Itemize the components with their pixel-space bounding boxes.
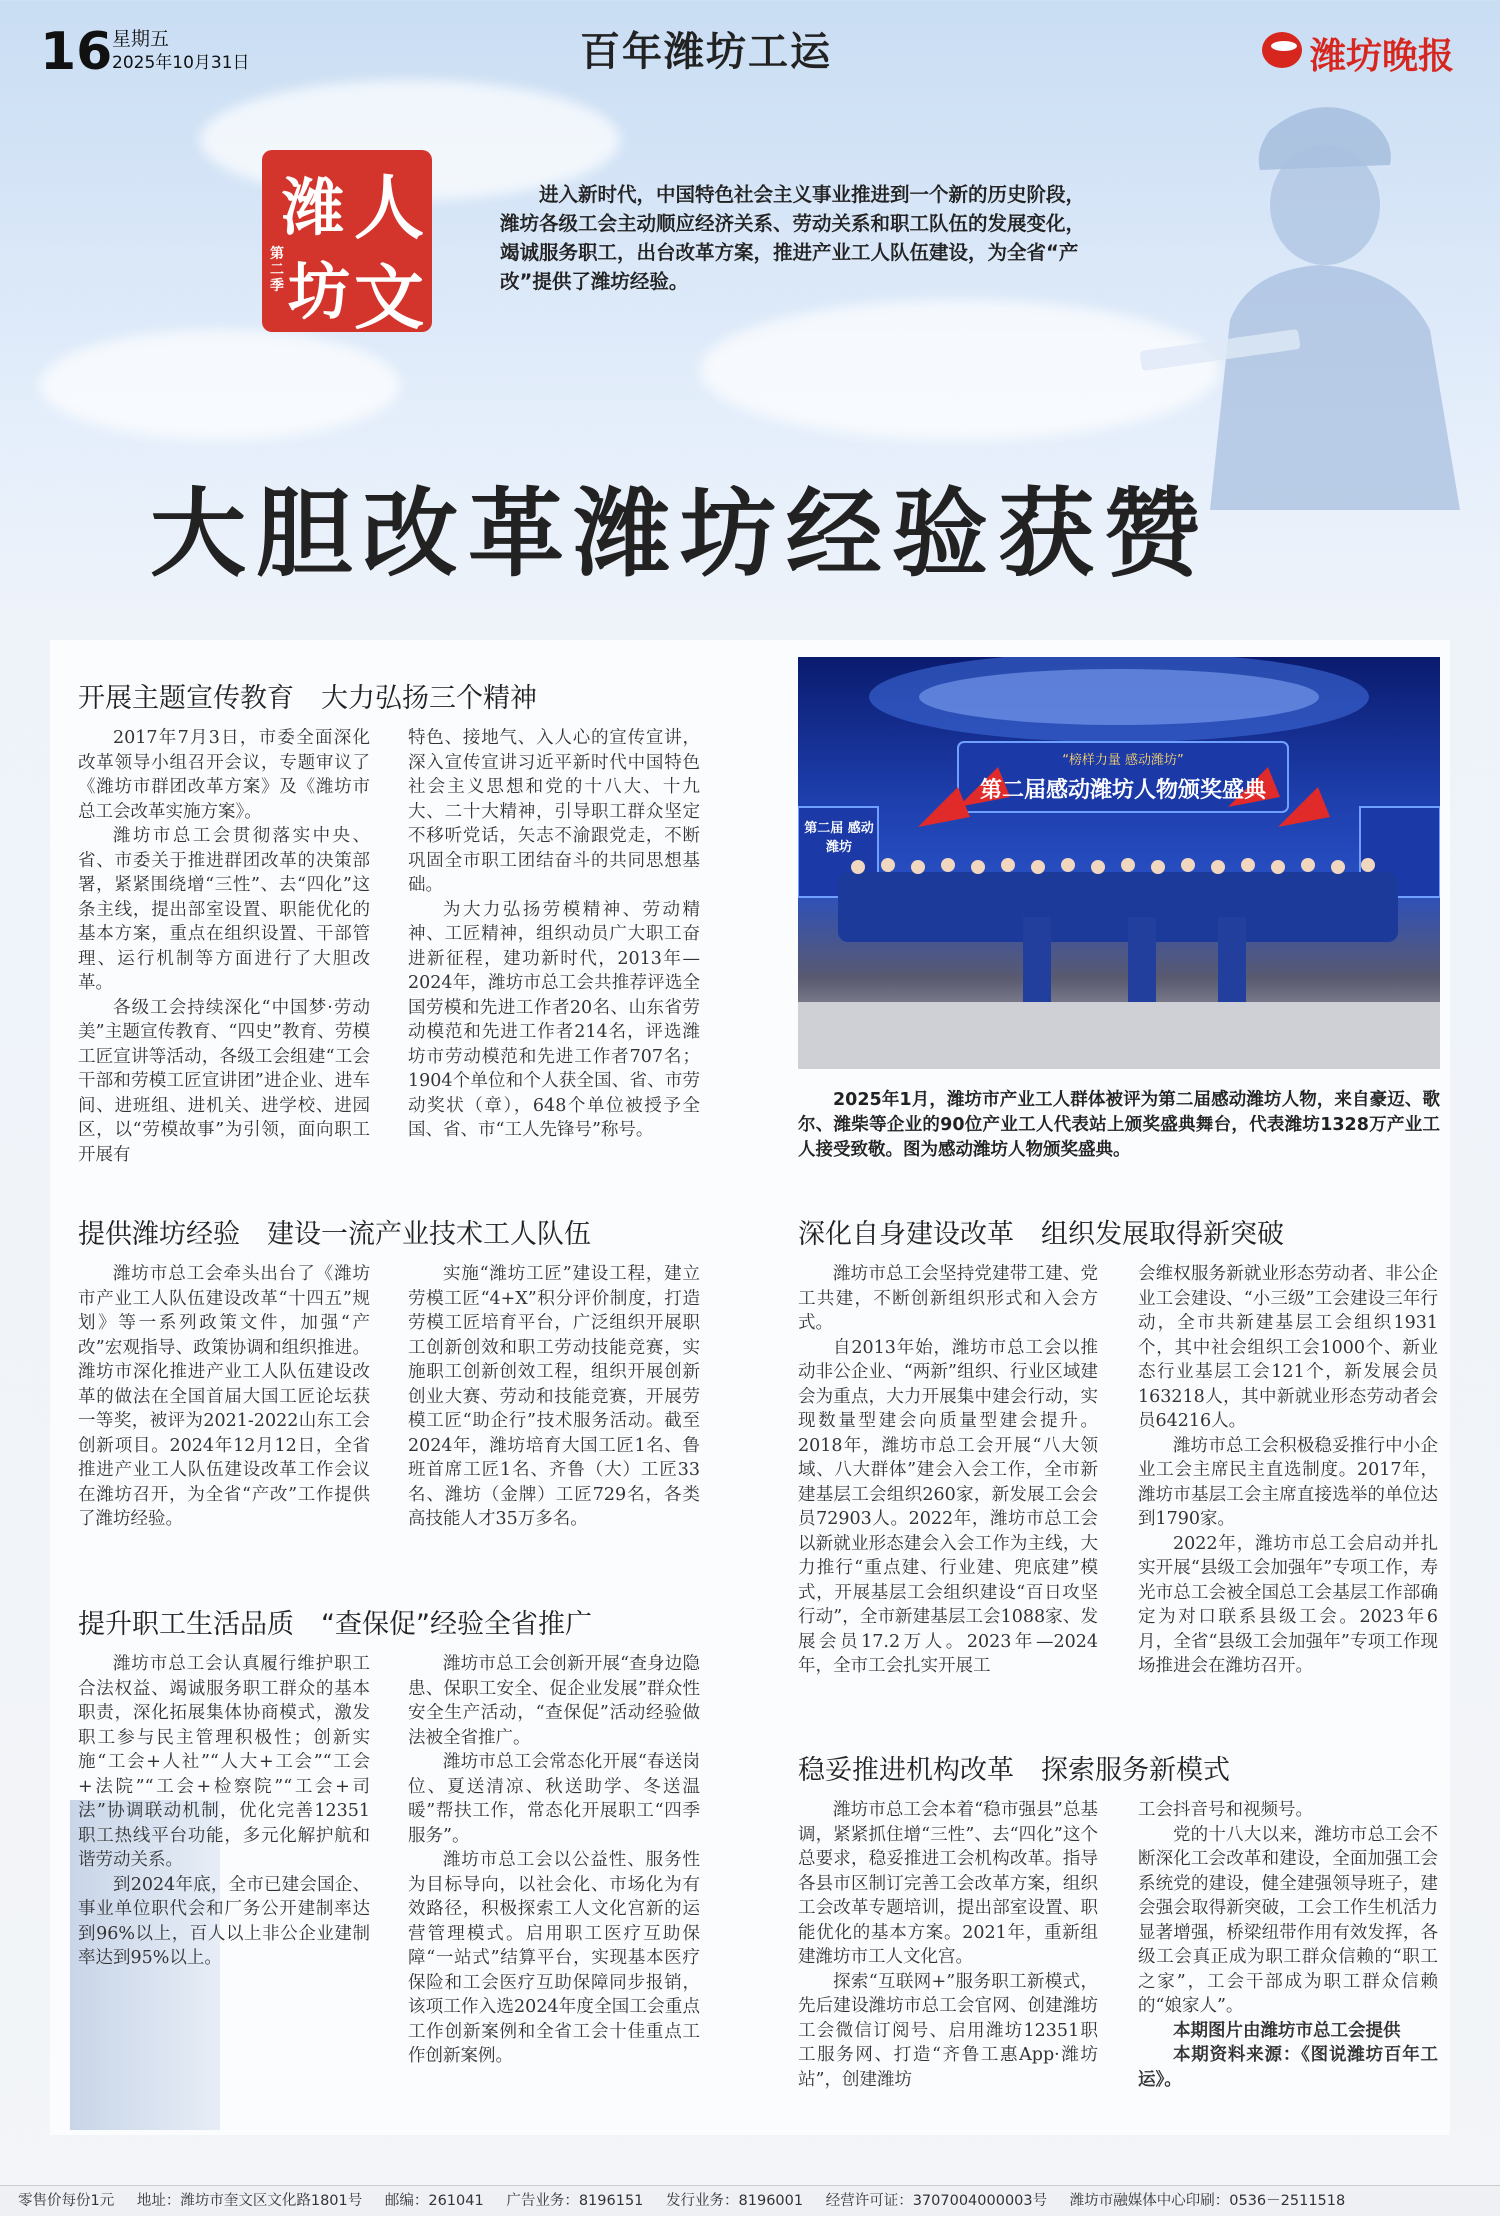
cloud-decoration	[40, 330, 400, 440]
article-column	[798, 1262, 1098, 1679]
photo-backdrop-text: 第二届感动潍坊人物颁奖盛典	[979, 778, 1266, 803]
article-column	[1138, 1262, 1438, 1679]
article-column	[78, 1262, 370, 1532]
logo-icon	[1262, 32, 1302, 68]
footer-bar	[0, 2185, 1500, 2216]
paragraph: 潍坊市总工会常态化开展“春送岗位、夏送清凉、秋送助学、冬送温暖”帮扶工作，常态化开展职工“四季服务”。	[408, 1752, 700, 1846]
seal-season: 第二季	[270, 246, 284, 294]
headline: 大胆改革潍坊经验获赞	[150, 478, 1210, 590]
footer-ads: 广告业务：8196151	[506, 2193, 644, 2209]
paragraph: 探索“互联网+”服务职工新模式，先后建设潍坊市总工会官网、创建潍坊工会微信订阅号、启用潍坊12351职工服务网、打造“齐鲁工惠App·潍坊站”，创建潍坊	[798, 1971, 1098, 2090]
footer-price: 零售价每份1元	[18, 2193, 115, 2209]
paragraph: 自2013年始，潍坊市总工会以推动非公企业、“两新”组织、行业区域建会为重点，大力开展集中建会行动，实现数量型建会向质量型建会提升。2018年，潍坊市总工会开展“八大领域、八大群体”建会入会工作，全市新建基层工会组织260家，新发展工会会员72903人。2022年，潍坊市总工会以新就业形态建会入会工作为主线，大力推行“重点建、行业建、兜底建”模式，开展基层工会组织建设“百日攻坚行动”，全市新建基层工会1088家、发展会员17.2万人。2023年—2024年，全市工会扎实开展工	[798, 1337, 1098, 1676]
ceremony-photo	[798, 657, 1440, 1069]
section-title: 百年潍坊工运	[580, 29, 832, 75]
paragraph: 2022年，潍坊市总工会启动并扎实开展“县级工会加强年”专项工作，寿光市总工会被全国总工会基层工作部确定为对口联系县级工会。2023年6月，全省“县级工会加强年”专项工作现场推进会在潍坊召开。	[1138, 1533, 1438, 1676]
paragraph: 特色、接地气、入人心的宣传宣讲，深入宣传宣讲习近平新时代中国特色社会主义思想和党的十八大、十九大、二十大精神，引导职工群众坚定不移听党话，矢志不渝跟党走，不断巩固全市职工团结奋斗的共同思想基础。	[408, 728, 700, 895]
photo-caption: 2025年1月，潍坊市产业工人群体被评为第二届感动潍坊人物，来自豪迈、歌尔、潍柴等企业的90位产业工人代表站上颁奖盛典舞台，代表潍坊1328万产业工人接受致敬。图为感动潍坊人物颁奖盛典。	[798, 1090, 1440, 1160]
seal-char: 人	[354, 166, 424, 249]
article-column	[408, 1652, 700, 2069]
paragraph: 各级工会持续深化“中国梦·劳动美”主题宣传教育、“四史”教育、劳模工匠宣讲等活动，各级工会组建“工会干部和劳模工匠宣讲团”进企业、进车间、进班组、进机关、进学校、进园区，以“劳模故事”为引领，面向职工开展有	[78, 997, 370, 1165]
intro-paragraph: 进入新时代，中国特色社会主义事业推进到一个新的历史阶段，潍坊各级工会主动顺应经济关系、劳动关系和职工队伍的发展变化，竭诚服务职工，出台改革方案，推进产业工人队伍建设，为全省“产改”提供了潍坊经验。	[500, 183, 1086, 293]
paragraph: 潍坊市总工会贯彻落实中央、省、市委关于推进群团改革的决策部署，紧紧围绕增“三性”、去“四化”这条主线，提出部室设置、职能优化的基本方案，重点在组织设置、干部管理、运行机制等方面进行了大胆改革。	[78, 826, 370, 993]
article-column	[78, 726, 370, 1167]
paragraph: 潍坊市总工会以公益性、服务性为目标导向，以社会化、市场化为有效路径，积极探索工人文化宫新的运营管理模式。启用职工医疗互助保障“一站式”结算平台，实现基本医疗保险和工会医疗互助保障同步报销，该项工作入选2024年度全国工会重点工作创新案例和全省工会十佳重点工作创新案例。	[408, 1850, 700, 2066]
seal-char: 文	[354, 256, 424, 339]
paragraph: 会维权服务新就业形态劳动者、非公企业工会建设、“小三级”工会建设三年行动，全市共新建基层工会组织1931个，其中社会组织工会1000个、新业态行业基层工会121个，新发展会员163218人，其中新就业形态劳动者会员64216人。	[1138, 1264, 1438, 1431]
article-column	[408, 1262, 700, 1532]
article-column	[798, 1798, 1098, 2092]
paragraph: 潍坊市总工会积极稳妥推行中小企业工会主席民主直选制度。2017年，潍坊市基层工会主席直接选举的单位达到1790家。	[1138, 1435, 1438, 1529]
paragraph: 到2024年底，全市已建会国企、事业单位职代会和厂务公开建制率达到96%以上，百人以上非公企业建制率达到95%以上。	[78, 1874, 370, 1968]
paragraph: 2017年7月3日，市委全面深化改革领导小组召开会议，专题审议了《潍坊市群团改革方案》及《潍坊市总工会改革实施方案》。	[78, 728, 370, 822]
section-heading: 提升职工生活品质 “查保促”经验全省推广	[78, 1609, 592, 1640]
seal-char: 坊	[288, 255, 351, 328]
footer-license: 经营许可证：3707004000003号	[825, 2193, 1048, 2209]
footer-distribution: 发行业务：8196001	[666, 2193, 804, 2209]
photo-banner: “榜样力量 感动潍坊”	[1062, 753, 1184, 768]
paragraph: 工会抖音号和视频号。	[1138, 1800, 1313, 1820]
paragraph: 为大力弘扬劳模精神、劳动精神、工匠精神，组织动员广大职工奋进新征程，建功新时代，2013年—2024年，潍坊市总工会共推荐评选全国劳模和先进工作者20名、山东省劳动模范和先进工作者214名，评选潍坊市劳动模范和先进工作者707名；1904个单位和个人获全国、省、市劳动奖状（章），648个单位被授予全国、省、市“工人先锋号”称号。	[408, 899, 700, 1140]
column-seal	[262, 150, 432, 339]
newspaper-name: 潍坊晚报	[1310, 36, 1455, 77]
article-column	[78, 1652, 370, 1971]
article-column	[408, 726, 700, 1143]
article-column	[1138, 1798, 1438, 2092]
newspaper-logo	[1262, 28, 1472, 77]
section-heading: 开展主题宣传教育 大力弘扬三个精神	[78, 683, 537, 714]
paragraph: 潍坊市总工会认真履行维护职工合法权益、竭诚服务职工群众的基本职责，深化拓展集体协商模式，激发职工参与民主管理积极性；创新实施“工会+人社”“人大+工会”“工会+法院”“工会+检察院”“工会+司法”协调联动机制，优化完善12351职工热线平台功能，多元化解护航和谐劳动关系。	[78, 1654, 370, 1870]
section-heading: 稳妥推进机构改革 探索服务新模式	[798, 1755, 1230, 1786]
section-heading: 提供潍坊经验 建设一流产业技术工人队伍	[78, 1219, 591, 1250]
paragraph: 潍坊市总工会坚持党建带工建、党工共建，不断创新组织形式和入会方式。	[798, 1264, 1098, 1333]
section-heading: 深化自身建设改革 组织发展取得新突破	[798, 1219, 1284, 1250]
photo-credit: 本期图片由潍坊市总工会提供	[1173, 2020, 1401, 2041]
paragraph: 党的十八大以来，潍坊市总工会不断深化工会改革和建设，全面加强工会系统党的建设，健全建强领导班子，建会强会取得新突破，工会工作生机活力显著增强，桥梁纽带作用有效发挥，各级工会真正成为职工群众信赖的“职工之家”，工会干部成为职工群众信赖的“娘家人”。	[1138, 1824, 1438, 2016]
weekday: 星期五	[112, 28, 170, 50]
footer-address: 地址：潍坊市奎文区文化路1801号	[136, 2193, 363, 2209]
paragraph: 潍坊市总工会创新开展“查身边隐患、保职工安全、促企业发展”群众性安全生产活动，“查保促”活动经验做法被全省推广。	[408, 1654, 700, 1748]
page-number: 16	[40, 22, 113, 82]
photo-side-text: 第二届 感动潍坊	[804, 821, 874, 855]
paragraph: 潍坊市总工会牵头出台了《潍坊市产业工人队伍建设改革“十四五”规划》等一系列政策文件，加强“产改”宏观指导、政策协调和组织推进。潍坊市深化推进产业工人队伍建设改革的做法在全国首届大国工匠论坛获一等奖，被评为2021-2022山东工会创新项目。2024年12月12日，全省推进产业工人队伍建设改革工作会议在潍坊召开，为全省“产改”工作提供了潍坊经验。	[78, 1264, 370, 1529]
worker-silhouette	[1120, 90, 1480, 510]
source-credit: 本期资料来源：《图说潍坊百年工运》。	[1138, 2045, 1438, 2090]
paragraph: 潍坊市总工会本着“稳市强县”总基调，紧紧抓住增“三性”、去“四化”这个总要求，稳妥推进工会机构改革。指导各县市区制订完善工会改革方案，组织工会改革专题培训，提出部室设置、职能优化的基本方案。2021年，重新组建潍坊市工人文化宫。	[798, 1800, 1098, 1967]
footer-printer: 潍坊市融媒体中心印刷：0536－2511518	[1069, 2193, 1346, 2209]
seal-char: 潍	[282, 171, 345, 244]
paragraph: 实施“潍坊工匠”建设工程，建立劳模工匠“4+X”积分评价制度，打造劳模工匠培育平台，广泛组织开展职工创新创效和职工劳动技能竞赛，实施职工创新创效工程，组织开展创新创业大赛、劳动和技能竞赛，开展劳模工匠“助企行”技术服务活动。截至2024年，潍坊培育大国工匠1名、鲁班首席工匠1名、齐鲁（大）工匠33名、潍坊（金牌）工匠729名，各类高技能人才35万多名。	[408, 1264, 700, 1529]
footer-postcode: 邮编：261041	[384, 2193, 484, 2209]
issue-date: 2025年10月31日	[112, 53, 250, 73]
